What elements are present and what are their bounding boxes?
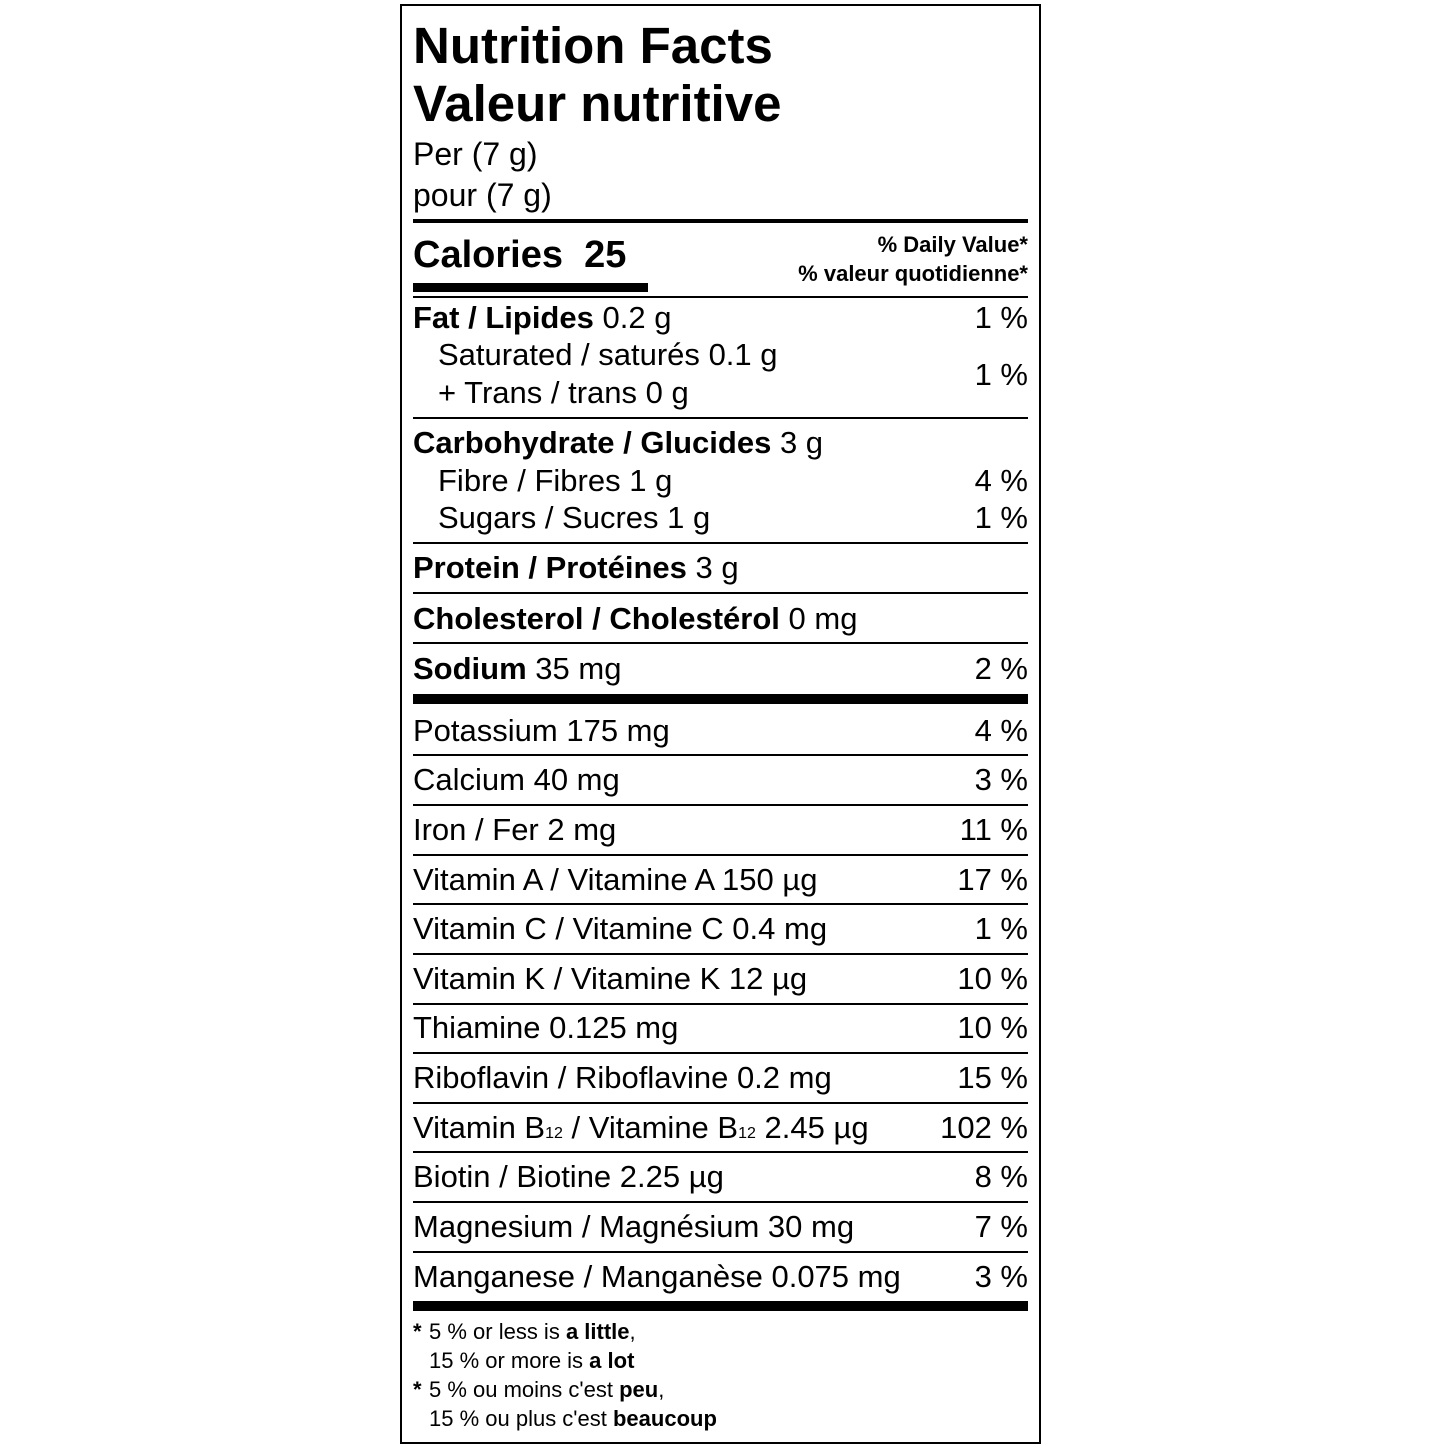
micro-pct: 17 %	[957, 862, 1028, 897]
micro-row	[413, 1159, 1028, 1195]
rule-protein	[413, 592, 1028, 594]
fibre-amount: 1 g	[629, 463, 673, 498]
rule-calories	[413, 296, 1028, 298]
sat-trans-pct: 1 %	[974, 357, 1028, 392]
micro-pct: 4 %	[974, 713, 1028, 748]
footnote-text: 15 % ou plus c'est	[429, 1406, 613, 1431]
trans-amount: 0 g	[645, 375, 689, 410]
rule-thick-macros	[413, 694, 1028, 704]
carb-amount: 3 g	[779, 425, 824, 460]
title-en: Nutrition Facts	[413, 17, 773, 74]
sodium-pct: 2 %	[974, 651, 1028, 686]
sugars-pct: 1 %	[974, 500, 1028, 535]
daily-value-header-fr: % valeur quotidienne*	[798, 261, 1028, 286]
micro-label: Potassium 175 mg	[413, 713, 670, 748]
micro-row	[413, 812, 1028, 848]
calories-row	[413, 236, 626, 274]
title-fr: Valeur nutritive	[413, 75, 782, 132]
micro-pct: 8 %	[974, 1159, 1028, 1194]
footnote-text: 5 % ou moins c'est	[429, 1377, 620, 1402]
footnote-bold: a lot	[589, 1348, 635, 1373]
protein-amount: 3 g	[695, 550, 739, 585]
cholesterol-row	[413, 601, 1028, 637]
daily-value-header-en: % Daily Value*	[877, 232, 1028, 257]
footnote-fr-2	[413, 1408, 717, 1430]
rule-micro	[413, 1201, 1028, 1203]
micro-pct: 11 %	[959, 812, 1028, 847]
footnote-bold: beaucoup	[612, 1406, 717, 1431]
micro-pct: 10 %	[957, 1010, 1028, 1045]
saturated-label: Saturated / saturés	[438, 337, 700, 372]
micro-row	[413, 862, 1028, 898]
calories-label: Calories	[413, 234, 563, 276]
footnote-en-2	[413, 1350, 634, 1372]
rule-top	[413, 219, 1028, 223]
serving-size-fr: pour (7 g)	[413, 177, 552, 213]
rule-micro	[413, 953, 1028, 955]
sodium-label: Sodium	[413, 651, 527, 686]
footnote-text: ,	[658, 1377, 665, 1402]
micro-row	[413, 1209, 1028, 1245]
micro-pct: 102 %	[940, 1110, 1028, 1145]
rule-micro	[413, 754, 1028, 756]
rule-micro	[413, 854, 1028, 856]
rule-fat	[413, 417, 1028, 419]
micro-row	[413, 1259, 1028, 1295]
rule-micro	[413, 1102, 1028, 1104]
b12-label-c: 2.45 µg	[755, 1110, 869, 1145]
sugars-label: Sugars / Sucres	[438, 500, 659, 535]
footnote-en-1	[413, 1321, 636, 1343]
cholesterol-amount: 0 mg	[788, 601, 858, 636]
micro-label: Riboflavin / Riboflavine 0.2 mg	[413, 1060, 832, 1095]
micro-label: Manganese / Manganèse 0.075 mg	[413, 1259, 901, 1294]
rule-micro	[413, 1052, 1028, 1054]
sodium-row	[413, 651, 1028, 687]
micro-row	[413, 762, 1028, 798]
micro-row	[413, 1060, 1028, 1096]
b12-sub-b: 12	[738, 1125, 756, 1142]
asterisk: *	[413, 1319, 422, 1344]
micro-pct: 3 %	[974, 1259, 1028, 1294]
carb-row	[413, 425, 1028, 461]
rule-micro	[413, 1003, 1028, 1005]
fat-pct: 1 %	[974, 300, 1028, 335]
micro-label: Biotin / Biotine 2.25 µg	[413, 1159, 724, 1194]
b12-sub-a: 12	[545, 1125, 563, 1142]
footnote-text: 5 % or less is	[429, 1319, 566, 1344]
rule-micro	[413, 903, 1028, 905]
calories-underline	[413, 283, 648, 292]
fibre-label: Fibre / Fibres	[438, 463, 621, 498]
rule-micro	[413, 804, 1028, 806]
micro-row	[413, 911, 1028, 947]
saturated-amount: 0.1 g	[708, 337, 778, 372]
fibre-row	[438, 463, 1028, 499]
micro-label: Vitamin A / Vitamine A 150 µg	[413, 862, 818, 897]
micro-row	[413, 1010, 1028, 1046]
footnote-bold: peu	[619, 1377, 659, 1402]
protein-label: Protein / Protéines	[413, 550, 687, 585]
footnote-text: ,	[629, 1319, 636, 1344]
fat-amount: 0.2 g	[602, 300, 672, 335]
protein-row	[413, 550, 1028, 586]
cholesterol-label: Cholesterol / Cholestérol	[413, 601, 780, 636]
micro-pct: 3 %	[974, 762, 1028, 797]
fibre-pct: 4 %	[974, 463, 1028, 498]
micro-row	[413, 713, 1028, 749]
footnote-fr-1	[413, 1379, 664, 1401]
sugars-row	[438, 500, 1028, 536]
micro-row-b12	[413, 1110, 1028, 1146]
micro-label: Vitamin C / Vitamine C 0.4 mg	[413, 911, 828, 946]
fat-label: Fat / Lipides	[413, 300, 594, 335]
sugars-amount: 1 g	[667, 500, 711, 535]
micro-label: Calcium 40 mg	[413, 762, 620, 797]
b12-label-a: Vitamin B	[413, 1110, 546, 1145]
micro-pct: 15 %	[957, 1060, 1028, 1095]
carb-label: Carbohydrate / Glucides	[413, 425, 772, 460]
rule-carb	[413, 542, 1028, 544]
footnote-text: 15 % or more is	[429, 1348, 590, 1373]
calories-value: 25	[584, 234, 627, 276]
micro-pct: 7 %	[974, 1209, 1028, 1244]
rule-micro	[413, 1251, 1028, 1253]
footnote-bold: a little	[565, 1319, 630, 1344]
micro-label: Iron / Fer 2 mg	[413, 812, 617, 847]
b12-label-b: / Vitamine B	[562, 1110, 739, 1145]
rule-thick-footer	[413, 1301, 1028, 1311]
serving-size-en: Per (7 g)	[413, 136, 538, 172]
sodium-amount: 35 mg	[535, 651, 622, 686]
asterisk: *	[413, 1377, 422, 1402]
micro-pct: 10 %	[957, 961, 1028, 996]
fat-row	[413, 300, 1028, 336]
rule-micro	[413, 1151, 1028, 1153]
trans-label: + Trans / trans	[438, 375, 638, 410]
rule-cholesterol	[413, 642, 1028, 644]
micro-label: Vitamin K / Vitamine K 12 µg	[413, 961, 808, 996]
micro-label: Thiamine 0.125 mg	[413, 1010, 679, 1045]
micro-label: Magnesium / Magnésium 30 mg	[413, 1209, 855, 1244]
sat-trans-pct-row	[413, 357, 1028, 393]
micro-row	[413, 961, 1028, 997]
micro-pct: 1 %	[974, 911, 1028, 946]
